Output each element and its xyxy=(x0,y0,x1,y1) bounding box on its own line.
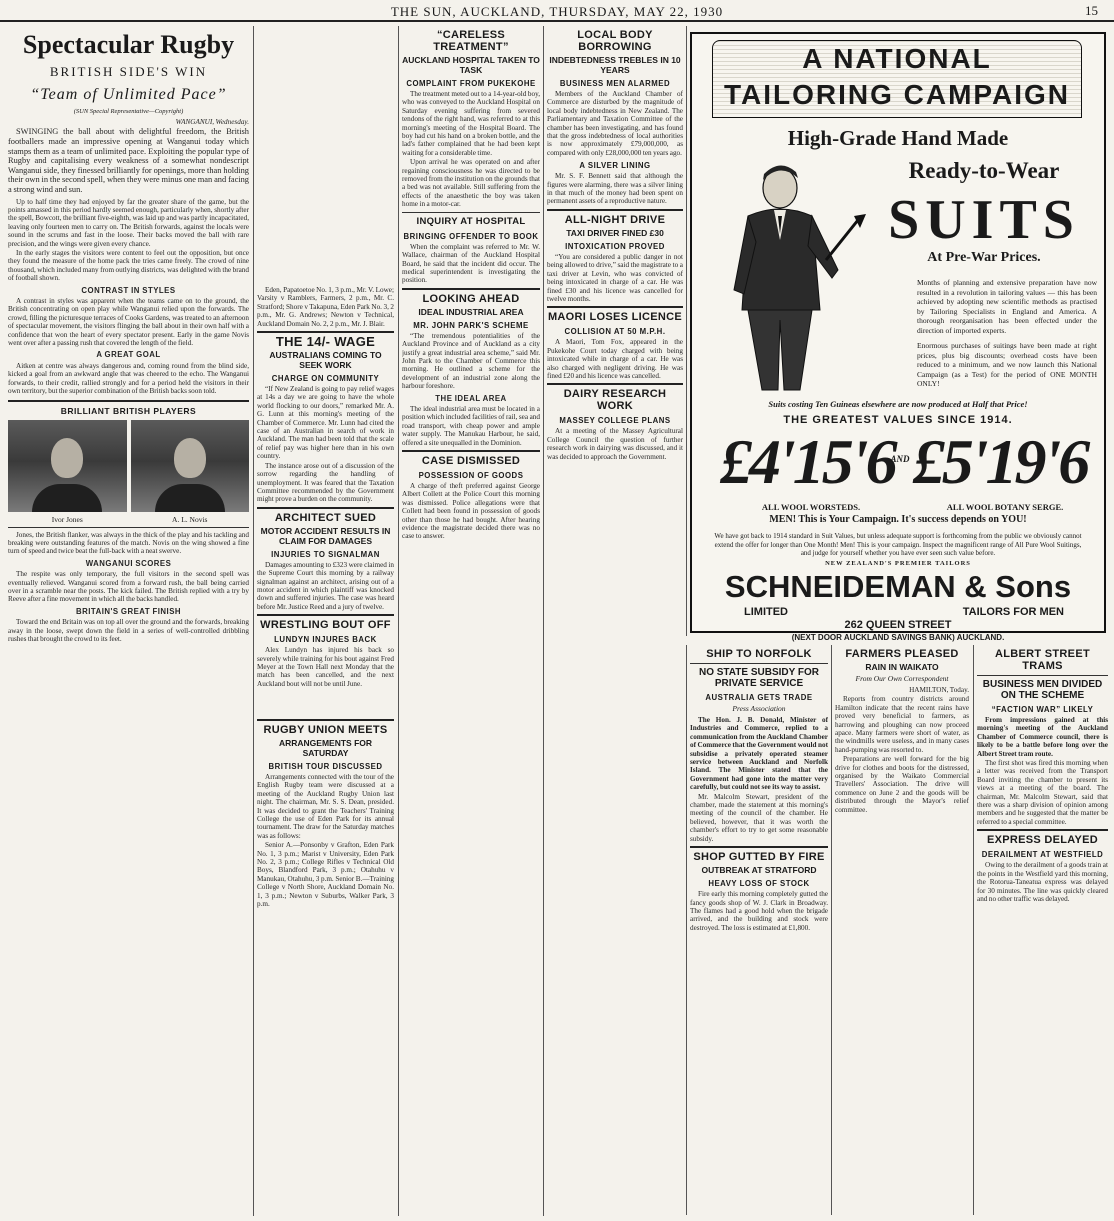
article-subheadline: INDEBTEDNESS TREBLES IN 10 YEARS xyxy=(549,55,681,75)
trams-column xyxy=(977,645,1108,1215)
ad-copy: Months of planning and extensive preparation have now resulted in a revolution in tailoring values — this has been achieved by adopting new scientific methods as practised by Tailoring Specialists in England and America. A thorough reorganisation has been effected under the direction of imported experts. Enormous purchases of suitings have been made at right prices, plus big discounts; overhead costs have been reduced to a minimum, and we now launch this National Campaign (as a Test) for the period of ONE MONTH ONLY! xyxy=(917,278,1097,388)
column-rule xyxy=(973,645,974,1215)
article-text: The treatment meted out to a 14-year-old boy, who was conveyed to the Auckland Hospital on Saturday evening suffering from severed tendons of the right hand, was referred to at this morning's meeting of the Hospital Board. The boy had cut his hand on a broken bottle, and the lad's father complained that he had been kept waiting for a considerable time. xyxy=(402,90,540,157)
ad-headline: Ready-to-Wear xyxy=(908,158,1060,183)
section-heading: CONTRAST IN STYLES xyxy=(81,285,176,295)
article-subheadline: MOTOR ACCIDENT RESULTS IN CLAIM FOR DAMAGES xyxy=(260,525,391,546)
article-headline: ALBERT STREET TRAMS xyxy=(995,648,1090,672)
column-rule xyxy=(686,26,687,636)
section-heading: BRITISH TOUR DISCUSSED xyxy=(268,762,383,771)
firm-name: SCHNEIDEMAN & Sons xyxy=(724,569,1072,604)
photo-caption: A. L. Novis xyxy=(172,514,208,524)
column-rule xyxy=(543,26,544,1216)
article-text: In the early stages the visitors were content to feel out the opposition, but once they found the measure of the home pack the tries came freely. The crowd of nine thousand, which included many from outlying districts, was delighted with the brand of football shown. xyxy=(8,249,249,283)
article-text: Damages amounting to £323 were claimed in the Supreme Court this morning by a railway signalman against an architect, arising out of a motor accident in which plaintiff was knocked down and suffered injuries. The case was heard before Mr. Justice Reed and a jury of twelve. xyxy=(257,560,394,611)
column-rule xyxy=(686,645,687,1215)
press-credit: Press Association xyxy=(732,704,786,713)
article-subheadline: AUCKLAND HOSPITAL TAKEN TO TASK xyxy=(402,55,540,75)
article-text: Owing to the derailment of a goods train at the points in the Westfield yard this morning, the Rotorua-Taneatua express was delayed for 30 minutes. The line was quickly cleared and no other traffic was delayed. xyxy=(977,861,1108,903)
article-headline: Spectacular Rugby xyxy=(22,30,235,59)
rugby-article xyxy=(8,26,249,1216)
article-headline: LOOKING AHEAD xyxy=(422,292,520,305)
article-text: A contrast in styles was apparent when the teams came on to the ground, the British concentrating on open play while Wanganui relied upon the forwards. The crowd, filling the picturesque terraces of Cooks Gardens, was treated to an afternoon of spectacular movement, the visitors flinging the ball about in their own half with a confidence that won the heart of every spectator present. Early in the game Novis went over after a passing rush that covered the length of the field. xyxy=(8,297,249,348)
player-photos xyxy=(8,418,249,514)
article-subheadline: TAXI DRIVER FINED £30 xyxy=(566,227,664,238)
article-headline: LOCAL BODY BORROWING xyxy=(577,29,653,53)
firm-limited: LIMITED xyxy=(744,606,788,618)
section-heading: BRITAIN'S GREAT FINISH xyxy=(75,606,182,616)
article-text: A charge of theft preferred against George Albert Collett at the Police Court this morning was dismissed. Police allegations were that Collett had been found in possession of goods other than those he had bought. After hearing evidence the magistrate decided there was no case to answer. xyxy=(402,482,540,541)
correspondent-credit: From Our Own Correspondent xyxy=(855,674,949,683)
article-headline: THE 14/- WAGE xyxy=(275,334,376,350)
ad-slogan: MEN! This is Your Campaign. It's success depends on YOU! xyxy=(769,514,1027,525)
section-heading: MR. JOHN PARK'S SCHEME xyxy=(413,320,529,330)
ad-headline: At Pre-War Prices. xyxy=(927,250,1041,265)
article-subheadline: BUSINESS MEN DIVIDED ON THE SCHEME xyxy=(982,679,1103,701)
ad-note: Suits costing Ten Guineas elsewhere are now produced at Half that Price! xyxy=(768,399,1028,409)
article-text: Reports from country districts around Hamilton indicate that the recent rains have proved very beneficial to farmers, as harrowing and ploughing can now proceed apace. Many farmers were short of water, as the windmills were useless, and in many cases hand-pumping was resorted to. xyxy=(835,695,969,754)
article-text: Toward the end Britain was on top all over the ground and the forwards, breaking away in the loose, swept down the field in a series of well-controlled dribbling rushes that brought the crowd to its feet. xyxy=(8,618,249,643)
newspaper-title: THE SUN, AUCKLAND, THURSDAY, MAY 22, 1930 xyxy=(390,4,724,19)
article-headline: SHIP TO NORFOLK xyxy=(706,648,812,660)
page-number: 15 xyxy=(1085,3,1098,18)
article-headline: EXPRESS DELAYED xyxy=(986,834,1099,847)
article-text: Jones, the British flanker, was always in the thick of the play and his tackling and breaking were outstanding features of the match. Novis on the wing showed a fine turn of speed and twice beat the full-back with a neat swerve. xyxy=(8,530,249,556)
photo-heading: BRILLIANT BRITISH PLAYERS xyxy=(60,405,197,416)
local-body-column xyxy=(547,26,683,1216)
dateline: HAMILTON, Today. xyxy=(909,686,969,694)
article-text: The respite was only temporary, the full visitors in the second spell was eventually relieved. Wanganui scored from a forward rush, the ball being carried over in a scramble near the posts. The kick failed. The British replied with a try by Reeve after a fine movement in which all the backs handled. xyxy=(8,570,249,604)
section-heading: “FACTION WAR” LIKELY xyxy=(991,705,1094,714)
article-text: Up to half time they had enjoyed by far the greater share of the game, but the points amassed in this period hardly seemed enough, particularly when, shortly after the spell, Bowcott, the brilliant five-eighth, was laid up and was partly incapacitated, leaving only fourteen men to carry on. The British forwards, against the locals were sound in the scrums and fast in the loose. Their backs moved the ball with rare precision, and the wings were given every chance. xyxy=(8,197,249,248)
section-heading: BRINGING OFFENDER TO BOOK xyxy=(403,231,539,241)
section-heading: INJURIES TO SIGNALMAN xyxy=(271,549,380,559)
article-text: The ideal industrial area must be located in a position which included facilities of rail, sea and road transport, with cheap power and ample water supply. The Manukau Harbour, he said, offered a site unequalled in the Dominion. xyxy=(402,404,540,447)
article-text: When the complaint was referred to Mr. W. Wallace, chairman of the Auckland Hospital Board, he said that the incident did occur. The medical superintendent is investigating the position. xyxy=(402,242,540,285)
masthead xyxy=(0,0,1114,22)
norfolk-column xyxy=(690,645,828,1215)
article-quote: “Team of Unlimited Pace” xyxy=(30,86,227,103)
article-text: The Hon. J. B. Donald, Minister of Industries and Commerce, replied to a communication from the Auckland Chamber of Commerce that the Government would not subsidise a privately operated steamer service between Auckland and Norfolk Island. The Minister stated that the Government had gone into the matter very carefully, but could not see its way to assist. xyxy=(690,716,828,792)
article-subheadline: BRITISH SIDE'S WIN xyxy=(49,64,208,79)
price-label: ALL WOOL WORSTEDS. xyxy=(761,502,861,512)
article-text: WANGANUI, Wednesday. SWINGING the ball about with delightful freedom, the British footballers made an impressive opening at Wanganui today which stamps them as a team of unlimited pace. Exploiting the popular type of Rugby and capitalising every weakness of a somewhat nondescript Wanganui side, they finessed brilliantly for openings, more than holding their own in the second spell, when they were minus one man and facing a strong wind and sun. xyxy=(8,118,249,194)
article-subheadline: AUSTRALIANS COMING TO SEEK WORK xyxy=(269,350,382,371)
article-text: A Maori, Tom Fox, appeared in the Pukekohe Court today charged with being intoxicated while in charge of a car. He was also charged with negligent driving. He was fined £20 and his licence was cancelled. xyxy=(547,338,683,380)
section-heading: LUNDYN INJURES BACK xyxy=(274,635,377,645)
price-worsteds: £4'15'6 xyxy=(720,426,895,497)
article-text: Alex Lundyn has injured his back so severely while training for his bout against Fred Meyer at the Town Hall next Monday that the match has been cancelled, and the next Auckland bout will not be until June. xyxy=(257,646,394,688)
section-heading: DERAILMENT AT WESTFIELD xyxy=(981,850,1104,860)
section-heading: COLLISION AT 50 M.P.H. xyxy=(564,327,666,337)
tailoring-advertisement xyxy=(690,32,1106,642)
section-heading: HEAVY LOSS OF STOCK xyxy=(708,879,810,889)
article-text: The first shot was fired this morning when a letter was received from the Transport Board inviting the chamber to present its views at a meeting of the board. The chairman, Mr. Malcolm Stewart, said that there was a sharp division of opinion among members and he suggested that the matter be referred to a special committee. xyxy=(977,759,1108,826)
article-text: At a meeting of the Massey Agricultural College Council the question of further research work in dairying was discussed, and it was decided to approach the Government. xyxy=(547,427,683,461)
press-credit: (SUN Special Representative—Copyright) xyxy=(73,108,184,115)
article-text: “You are considered a public danger in not being allowed to drive,” said the magistrate to a taxi driver at Levin, who was convicted of being intoxicated in charge of a car. He was fined £30 and his licence was cancelled for twelve months. xyxy=(547,252,683,303)
section-heading: CHARGE ON COMMUNITY xyxy=(271,374,380,384)
ad-tagline: THE GREATEST VALUES SINCE 1914. xyxy=(783,414,1013,426)
article-text: “If New Zealand is going to pay relief wages at 14s a day we are going to have the whole world flocking to our doors,” remarked Mr. A. G. Lunn at this morning's meeting of the Chamber of Commerce. Mr. Lunn had cited the case of an Australian in search of work in Auckland. The man had been told that the scale of relief pay was higher here than in his own country. xyxy=(257,385,394,461)
article-subheadline: IDEAL INDUSTRIAL AREA xyxy=(418,306,524,317)
column-rule xyxy=(253,26,254,1216)
section-heading: A GREAT GOAL xyxy=(96,350,161,360)
article-text: Upon arrival he was operated on and after regaining consciousness he was directed to be removed from the institution on the grounds that a bed was not available. Still suffering from the effects of the anaesthetic the boy was taken home in a motor-car. xyxy=(402,158,540,209)
firm-tagline: TAILORS FOR MEN xyxy=(962,606,1064,618)
price-and: AND xyxy=(890,454,910,464)
section-heading: POSSESSION OF GOODS xyxy=(418,471,524,480)
firm-address: 262 QUEEN STREET xyxy=(844,619,952,631)
player-photo xyxy=(131,420,250,512)
article-text: Aitken at centre was always dangerous and, coming round from the blind side, kicked a goal from an awkward angle that was cheered to the echo. The Wanganui forwards, to their credit, rallied strongly and for a period held the visitors in their own territory, but the superior combination of the British backs soon told. xyxy=(8,361,249,396)
article-headline: ARCHITECT SUED xyxy=(274,511,377,524)
article-headline: SHOP GUTTED BY FIRE xyxy=(693,851,825,864)
article-text: Fire early this morning completely gutted the fancy goods shop of W. J. Clark in Broadway. The flames had a good hold when the brigade arrived, and the building and stock were destroyed. The loss is estimated at £1,800. xyxy=(690,890,828,932)
article-headline: CASE DISMISSED xyxy=(421,455,521,467)
rugby-union-column xyxy=(257,716,394,1216)
photo-caption: Ivor Jones xyxy=(51,514,83,524)
article-subheadline: ARRANGEMENTS FOR SATURDAY xyxy=(278,738,373,758)
article-text: “The tremendous potentialities of the Auckland Province and of Auckland as a city justify a great industrial area scheme,” said Mr. John Park to the Chamber of Commerce this morning. He outlined a scheme for the development of an industrial zone along the harbour foreshore. xyxy=(402,331,540,391)
ad-banner xyxy=(712,40,1082,118)
ad-title: A NATIONAL xyxy=(802,43,992,74)
man-in-suit-illustration xyxy=(708,160,872,396)
article-subheadline: OUTBREAK AT STRATFORD xyxy=(701,865,817,876)
firm-location: (NEXT DOOR AUCKLAND SAVINGS BANK) AUCKLAND. xyxy=(791,633,1005,642)
column-rule xyxy=(831,645,832,1215)
ad-suits: SUITS xyxy=(888,189,1080,251)
article-text: From impressions gained at this morning's meeting of the Auckland Chamber of Commerce council, there is likely to be a battle before long over the Albert Street tram route. xyxy=(977,716,1108,758)
article-headline: INQUIRY AT HOSPITAL xyxy=(416,215,526,227)
price-serge: £5'19'6 xyxy=(912,426,1088,497)
section-heading: AUSTRALIA GETS TRADE xyxy=(705,693,813,702)
section-heading: BUSINESS MEN ALARMED xyxy=(559,79,671,88)
article-headline: ALL-NIGHT DRIVE xyxy=(564,213,666,226)
article-headline: MAORI LOSES LICENCE xyxy=(547,311,683,324)
article-subheadline: NO STATE SUBSIDY FOR PRIVATE SERVICE xyxy=(698,667,819,689)
price-label: ALL WOOL BOTANY SERGE. xyxy=(946,502,1064,512)
section-heading: WANGANUI SCORES xyxy=(85,558,172,568)
article-text: Senior A.—Ponsonby v Grafton, Eden Park No. 1, 3 p.m.; Marist v University, Eden Park No. 2, 3 p.m.; College Rifles v Technical Old Boys, Blandford Park, 3 p.m.; Otahuhu v Manukau, Otahuhu, 3 p.m. Senior B.—Training College v North Shore, Auckland Domain No. 1, 3 p.m.; Newton v Suburbs, Walker Park, 3 p.m. xyxy=(257,841,394,909)
article-text: Arrangements connected with the tour of the English Rugby team were discussed at a meeting of the Auckland Rugby Union last night. The chairman, Mr. S. S. Dean, presided. It was decided to grant the Teachers' Training College the use of Eden Park for its annual tournament. The draw for the Saturday matches was as follows: xyxy=(257,773,394,840)
article-headline: “CARELESS TREATMENT” xyxy=(433,29,509,53)
ad-tagline: NEW ZEALAND'S PREMIER TAILORS xyxy=(825,560,971,567)
section-heading: INTOXICATION PROVED xyxy=(565,241,665,251)
article-text: Mr. Malcolm Stewart, president of the chamber, made the statement at this morning's meeting of the council of the chamber. He believed, however, that it was worth the chamber's effort to try to get some reasonable subsidy. xyxy=(690,792,828,843)
article-headline: WRESTLING BOUT OFF xyxy=(260,619,391,632)
ad-copy: We have got back to 1914 standard in Suit Values, but unless adequate support is forthcoming from the public we obviously cannot extend the offer for longer than One Month! Men! This is your campaign. Inspect the magnificent range of All Pure Wool Suitings, and judge for yourself whether you have ever seen such value before. xyxy=(714,532,1082,557)
section-heading: COMPLAINT FROM PUKEKOHE xyxy=(406,79,536,88)
article-text: Eden, Papatoetoe No. 1, 3 p.m., Mr. V. Lowe; Varsity v Ramblers, Farmers, 2 p.m., Mr. C. Stratford; Shore v Takapuna, Eden Park No. 3, 2 p.m., Mr. G. Andrews; Newton v Technical, Auckland Domain No. 2, 2 p.m., Mr. J. Blair. xyxy=(257,286,394,328)
article-text: Preparations are well forward for the big drive for clothes and boots for the distressed, organised by the Waikato Commercial Travellers' Association. The drive will commence on June 2 and the goods will be distributed through the Mayor's relief committee. xyxy=(835,755,969,814)
article-headline: DAIRY RESEARCH WORK xyxy=(563,388,667,413)
article-headline: FARMERS PLEASED xyxy=(845,648,959,660)
article-text: Mr. S. F. Bennett said that although the figures were alarming, there was a silver lining in that much of the money had been spent on permanent assets of a reproductive nature. xyxy=(547,172,683,206)
player-photo xyxy=(8,420,127,512)
ad-headline: High-Grade Hand Made xyxy=(787,126,1009,150)
article-text: Members of the Auckland Chamber of Commerce are disturbed by the magnitude of local body indebtedness in New Zealand. The Parliamentary and Taxation Committee of the chamber has been investigating, and has found that the gross indebtedness of local authorities is now approximately £79,000,000, as compared with only £28,000,000 ten years ago. xyxy=(547,90,683,157)
farmers-column xyxy=(835,645,969,1215)
section-heading: MASSEY COLLEGE PLANS xyxy=(559,416,671,426)
column-rule xyxy=(398,26,399,1216)
article-headline: RUGBY UNION MEETS xyxy=(263,724,388,736)
hospital-column xyxy=(402,26,540,1216)
section-heading: A SILVER LINING xyxy=(579,161,651,171)
article-text: The instance arose out of a discussion of the sorrow regarding the handling of unemployment. It was feared that the Taxation Committee recommended by the Government might prove a burden on the community. xyxy=(257,461,394,504)
section-heading: THE IDEAL AREA xyxy=(435,393,507,403)
article-subheadline: RAIN IN WAIKATO xyxy=(865,662,939,672)
ad-title: TAILORING CAMPAIGN xyxy=(723,79,1071,110)
